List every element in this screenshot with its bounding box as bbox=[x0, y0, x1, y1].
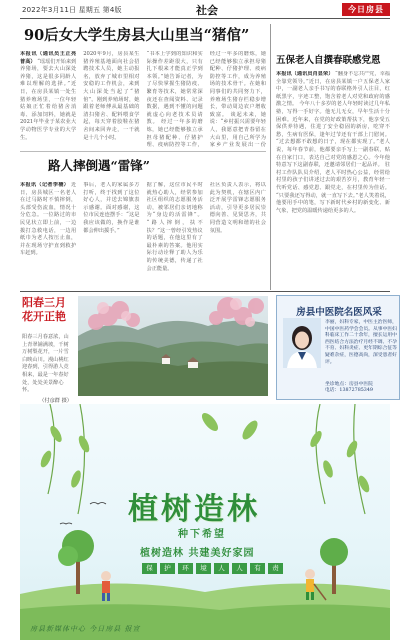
banner-chip: 人 bbox=[232, 563, 247, 574]
article-column bbox=[276, 71, 390, 295]
banner-chip: 境 bbox=[196, 563, 211, 574]
article-column bbox=[147, 51, 203, 149]
article-column bbox=[210, 51, 266, 149]
article-paragraph: 事后，老人的家属多方打听，终于找到了这位好心人，并送去锦旗表示感谢。面对感谢，这位市民连连摆手：“这是我应该做的，换作是谁都会伸出援手。” bbox=[83, 182, 140, 234]
article-headline: 90后女大学生房县大山里当“猪倌” bbox=[24, 27, 250, 44]
banner-subtitle: 种下希望 bbox=[178, 529, 226, 540]
article-passerby-fall bbox=[20, 156, 266, 288]
article-paragraph: 今年八十多岁的老人年轻时读过几年私塾，写得一手好字。他无儿无女，早年生活十分困难。近年来，在党的好政策帮扶下，他享受五保供养待遇，住进了安全稳固的新房，吃穿不愁，生病有医保，逢年过节还有干部上门慰问。 bbox=[276, 101, 390, 138]
banner-chip: 责 bbox=[268, 563, 283, 574]
article-paragraph: 社区负责人表示，将以此为契机，在辖区内广泛开展学雷锋志愿服务活动，引导更多居民崇德向善、见贤思齐，共同营造文明和谐的社会氛围。 bbox=[209, 182, 266, 234]
date-line: 2022年3月11日 星期五 第4版 bbox=[22, 6, 122, 14]
section-rule bbox=[20, 291, 390, 292]
article-column bbox=[20, 182, 76, 288]
banner-title: 植树造林 bbox=[128, 492, 260, 527]
banner-chip: 环 bbox=[178, 563, 193, 574]
article-paragraph: “书本上学到的知识和实际操作差距很大，只有扎下根来才能真正学到本领。”她告诉记者，为了尽快掌握生猪防疫、繁育等技术，她常常深夜还在查阅资料、记录数据，遇到不懂的问题就虚心向老技术员请教。 bbox=[146, 51, 203, 126]
article-paragraph: “路人摔倒，扶不扶？”这一曾经引发热议的话题，在他这里有了最朴素的答案。他用实际行动诠释了助人为乐的传统美德，传递了社会正能量。 bbox=[146, 219, 203, 272]
poem-title-line: 花开正艳 bbox=[22, 310, 66, 323]
banner-chip: 人 bbox=[214, 563, 229, 574]
article-paragraph: “过去想都不敢想的日子，现在都实现了。”老人说，每年春节前，他都要亲手写上一副春联，贴在自家门口，表达自己对党的感恩之心。今年他特意写下这副春联，还邀请邻居们一起品评。 bbox=[276, 139, 390, 169]
article-paragraph: 近日，房县城区一名老人在过马路时不慎摔倒，头部受伤流血，情况十分危急。一位路过的市民见状立即上前，一边拨打急救电话，一边用纸巾为老人按压止血，并在现场守护直到救护车赶到。 bbox=[20, 182, 77, 257]
spring-blossom-photo bbox=[78, 296, 268, 396]
blossom-landscape-image bbox=[78, 296, 268, 396]
article-column bbox=[83, 182, 139, 288]
newspaper-logo: 今日房县 bbox=[342, 3, 390, 16]
banner-chip: 护 bbox=[160, 563, 175, 574]
column-divider bbox=[270, 24, 271, 290]
banner-chip-row bbox=[142, 563, 283, 574]
article-paragraph: “瑶瑶们开始来到养猪场，要去大山深处养猪，这是很多同龄人难以理解的选择。”近日，在房县某镇一处生猪养殖场里，一位年轻姑娘正忙着给猪舍消毒、添加饲料，她就是2021年毕业于某农业大学动物医学专业的大学生。 bbox=[20, 58, 77, 141]
banner-slogan: 植树造林 共建美好家园 bbox=[140, 548, 255, 559]
doctor-bio: 李丽，妇科专家，中医主治医师，中国中医药学会会员。从事中医妇科临床工作二十余年，擅长运用中西医结合方法治疗月经不调、不孕不育、妇科炎症、更年期综合征等疑难杂症，医德高尚，深受患者好评。 bbox=[325, 320, 397, 365]
article-paragraph: 谈起未来，她说：“乡村振兴需要年轻人，我愿意把青春留在大山里，用自己所学为家乡产业发展出一份 bbox=[209, 111, 266, 149]
spring-poem bbox=[22, 296, 72, 404]
page-header bbox=[0, 0, 410, 18]
article-column bbox=[147, 182, 203, 288]
article-byline: 本报讯（通讯员王正亮 普高） bbox=[20, 51, 77, 65]
header-rule bbox=[20, 18, 390, 19]
doctor-portrait bbox=[283, 318, 321, 368]
poem-body: 阳春三月春意浓，山上青翠铺满坡，千树万树梨花开，一片雪白映山川。漫山桃红迎春到，引得游人竞相来，最是一年春好处，处处美景醉心怀。 bbox=[22, 334, 69, 394]
article-paragraph: 2020年9月，房县某生猪养殖基地面向社会招聘技术人员，她主动报名，放弃了城市里相对安稳的工作机会，来到大山深处当起了“猪倌”。刚到养殖场时，她跟着老师傅从最基础的清扫猪舍、配料喂食学起，每天穿着胶鞋在猪舍间来回奔走，一干就是十几个小时。 bbox=[83, 51, 140, 141]
article-paragraph: 经过一年多的磨炼，她已经能够独立承担母猪配种、仔猪护理、疫病防控等工作，成为养殖场的技术骨干。在她和同事们的共同努力下，养殖场生猪存栏稳步增长，带动周边农户增收致富。 bbox=[209, 51, 266, 118]
article-rule bbox=[20, 151, 266, 152]
tree-planting-banner bbox=[20, 404, 390, 640]
article-column bbox=[20, 51, 76, 149]
article-paragraph: 经过一年多的磨炼，她已经能够独立承担母猪配种、仔猪护理、疫病防控等工作， bbox=[146, 119, 203, 149]
article-paragraph: 驻村工作队队员介绍，老人平时热心公益，经常给村里的孩子们讲述过去的艰苦岁月，教育年轻一代听党话、感党恩、跟党走，在村里传为佳话。 bbox=[276, 162, 390, 191]
poem-title-line: 阳春三月 bbox=[22, 296, 66, 309]
article-girl-pig-farmer bbox=[20, 24, 266, 148]
article-byline: 本报讯（记者李楠） bbox=[20, 182, 70, 188]
ad-title: 房县中医院名医风采 bbox=[296, 307, 382, 318]
banner-chip: 有 bbox=[250, 563, 265, 574]
article-column bbox=[210, 182, 266, 288]
article-byline: 本报讯（通讯员肖显荣） bbox=[276, 71, 334, 77]
hospital-doctor-ad bbox=[276, 295, 400, 400]
ad-location: 坐诊地点：房县中医院 bbox=[325, 382, 373, 387]
article-headline: 路人摔倒遇“雷锋” bbox=[48, 158, 150, 173]
section-title: 社会 bbox=[196, 4, 218, 17]
article-elderly-couplet bbox=[276, 52, 390, 288]
banner-chip: 保 bbox=[142, 563, 157, 574]
article-column bbox=[83, 51, 139, 149]
banner-footer: 房县新媒体中心 今日房县 报宣 bbox=[30, 625, 141, 633]
ad-phone: 电话：13872785349 bbox=[325, 388, 373, 394]
article-paragraph: “翻身不忘共产党，幸福全靠党领导。”近日，在房县某镇一户五保老人家中，一副老人亲手书写的春联格外引人注目，红纸黑字，字迹工整，饱含着老人对党和政府的感激之情。 bbox=[276, 71, 390, 108]
article-paragraph: 据了解，这位市民平时就热心助人，经常参加社区组织的志愿服务活动，被邻居们亲切地称为“身边的活雷锋”。 bbox=[146, 182, 203, 219]
poem-author: （付彦群 摄） bbox=[39, 397, 72, 404]
ad-contact bbox=[325, 382, 397, 395]
article-headline: 五保老人自撰春联感党恩 bbox=[276, 55, 381, 66]
article-paragraph: “只要我还写得动，就一直写下去。”老人笑着说，他要用手中的笔，写下新时代乡村的新变化、新气象，把党的温暖传递给更多的人。 bbox=[276, 192, 390, 214]
doctor-portrait-image bbox=[283, 318, 321, 368]
